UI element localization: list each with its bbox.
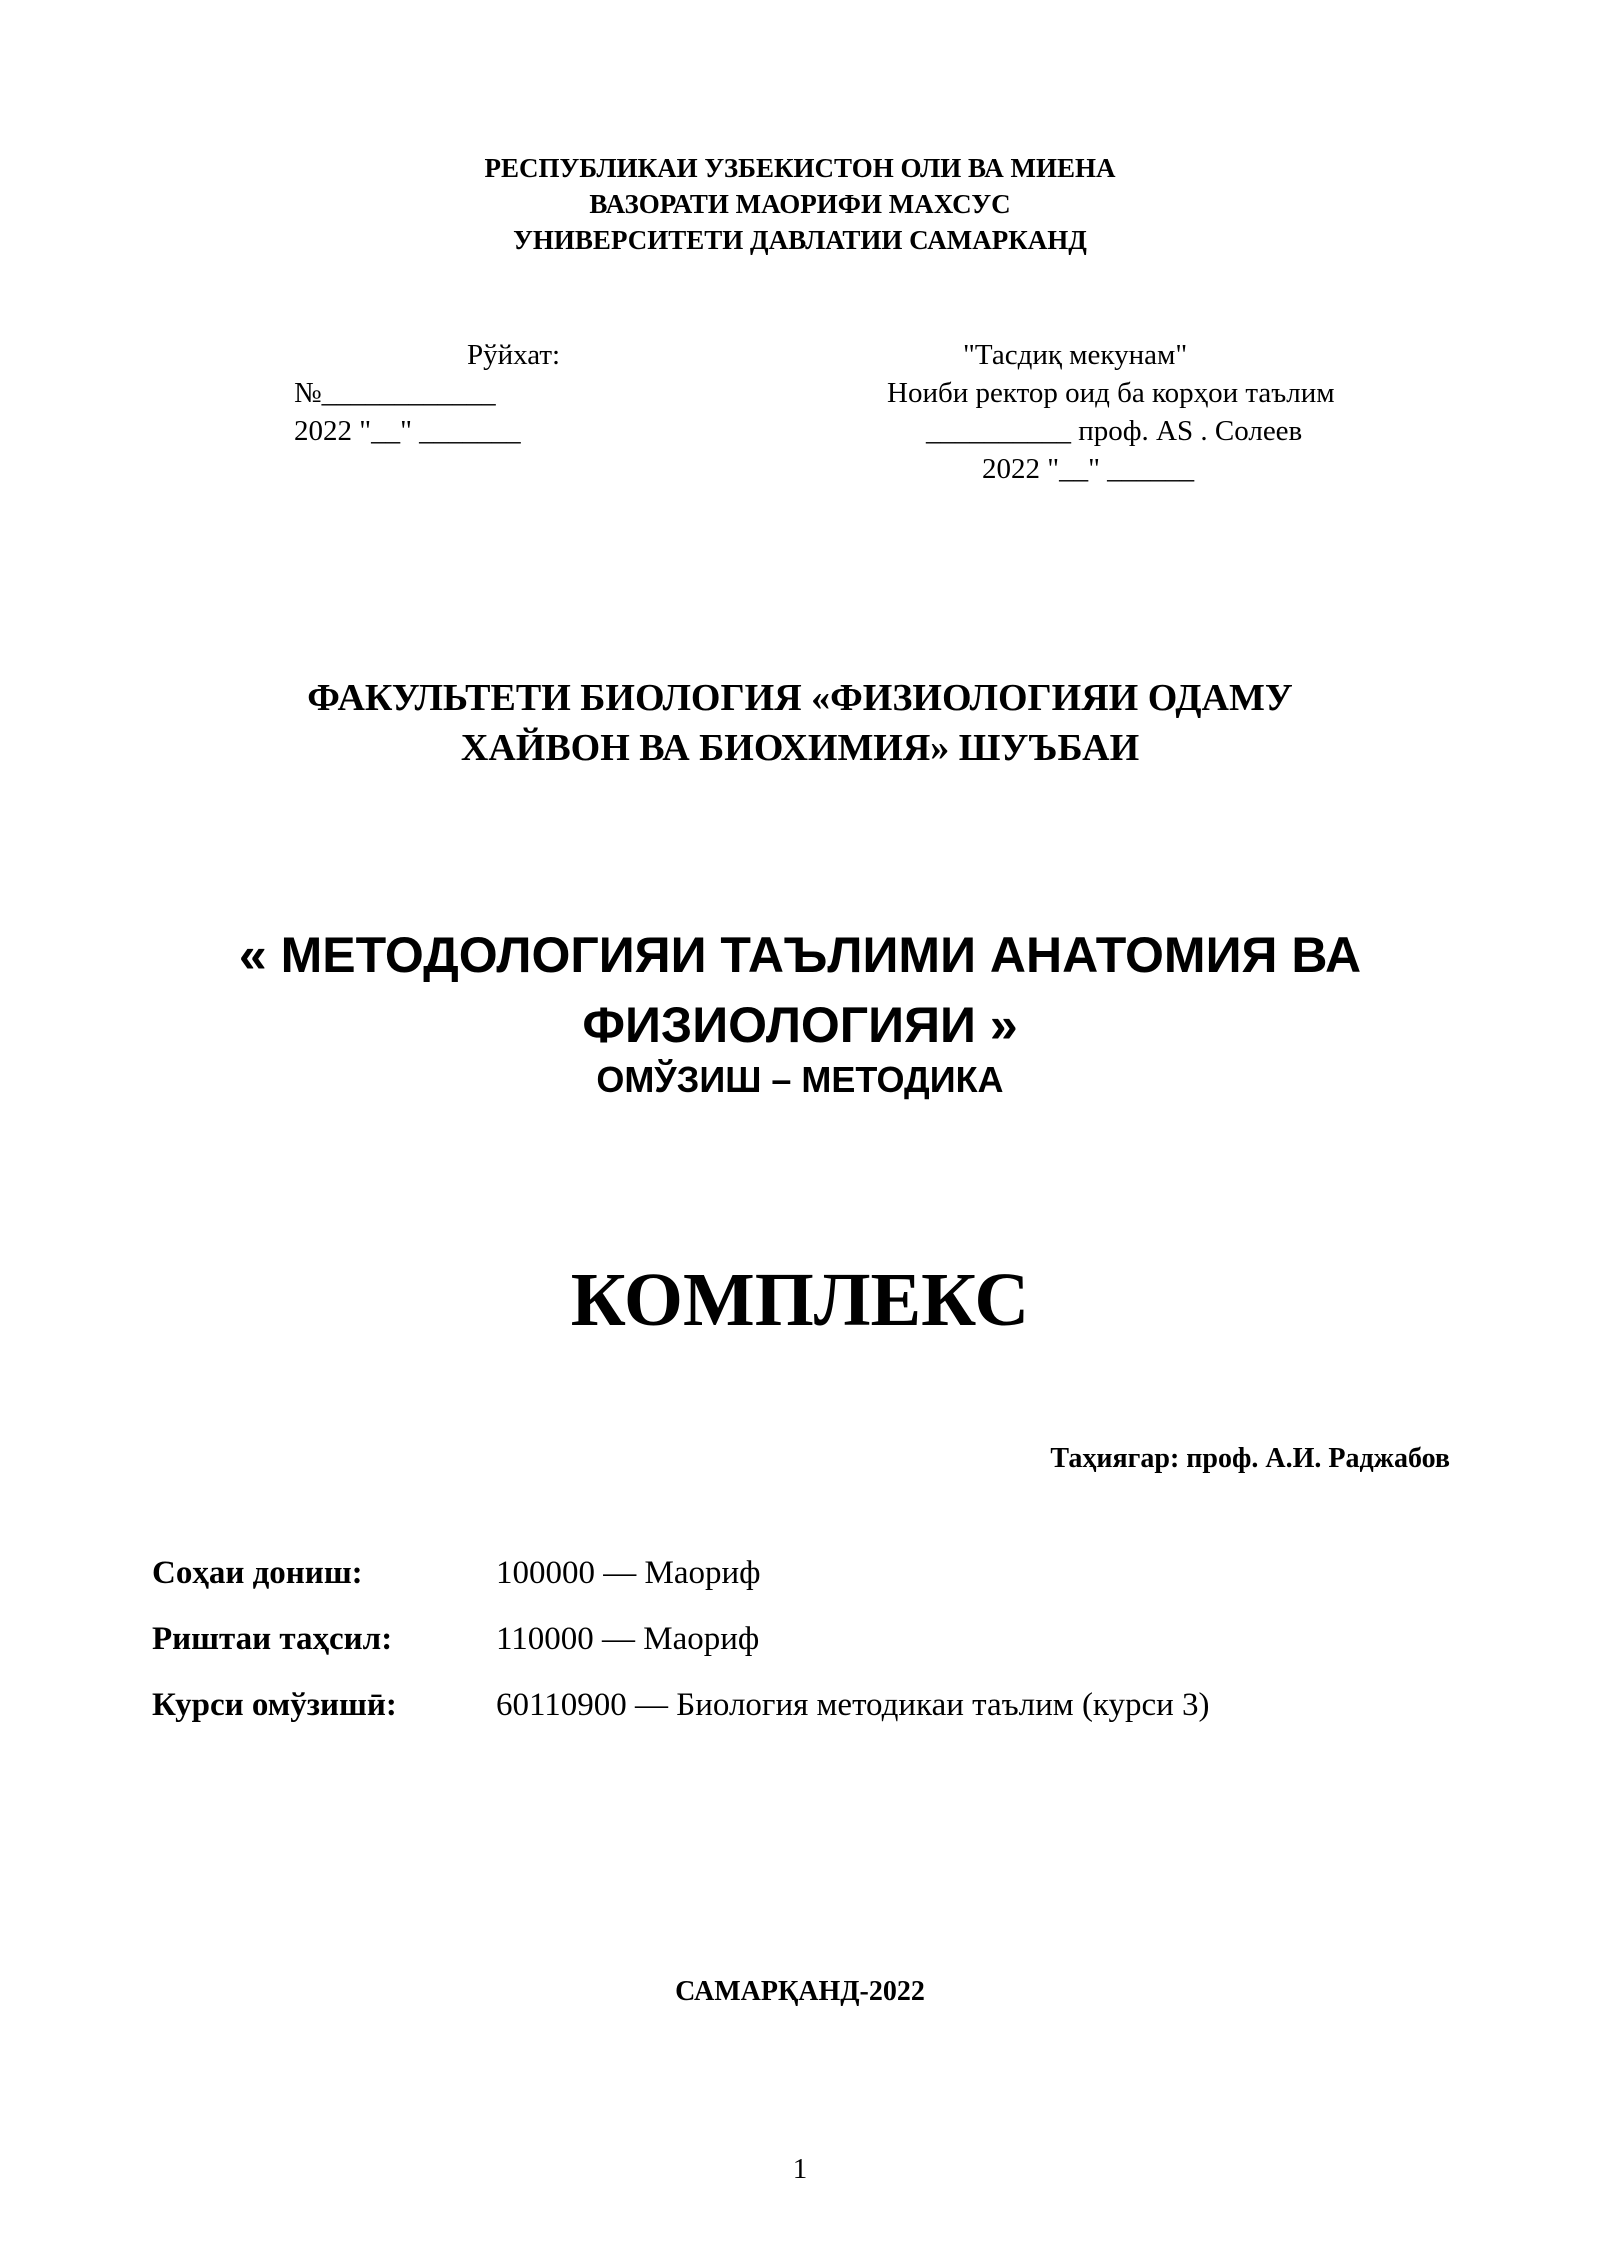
registration-number: №____________ <box>294 377 496 409</box>
detail-value-direction: 110000 — Маориф <box>496 1621 760 1657</box>
detail-value-field: 100000 — Маориф <box>496 1555 761 1591</box>
detail-label-course: Курси омўзишӣ: <box>152 1687 397 1723</box>
approval-signature: __________ проф. AS . Солеев <box>926 415 1303 447</box>
course-title-line-1: « МЕТОДОЛОГИЯИ ТАЪЛИМИ АНАТОМИЯ ВА <box>238 927 1362 983</box>
faculty-line-1: ФАКУЛЬТЕТИ БИОЛОГИЯ «ФИЗИОЛОГИЯИ ОДАМУ <box>307 677 1293 719</box>
page-number: 1 <box>792 2153 808 2185</box>
course-title-line-2: ФИЗИОЛОГИЯИ » <box>582 997 1018 1053</box>
city-year: САМАРҚАНД-2022 <box>675 1976 925 2007</box>
detail-label-direction: Риштаи таҳсил: <box>152 1621 393 1657</box>
detail-value-course: 60110900 — Биология методикаи таълим (курси 3) <box>496 1687 1210 1723</box>
approval-position: Ноиби ректор оид ба корҳои таълим <box>887 377 1335 409</box>
university-header-line: УНИВЕРСИТЕТИ ДАВЛАТИИ САМАРКАНД <box>513 225 1087 255</box>
ministry-header-line-1: РЕСПУБЛИКАИ УЗБЕКИСТОН ОЛИ ВА МИЕНА <box>484 153 1116 183</box>
registration-date: 2022 "__" _______ <box>294 415 521 447</box>
ministry-header-line-2: ВАЗОРАТИ МАОРИФИ МАХСУС <box>589 189 1011 219</box>
course-subtitle: ОМЎЗИШ – МЕТОДИКА <box>596 1059 1004 1100</box>
author-line: Таҳиягар: проф. А.И. Раджабов <box>1050 1443 1450 1474</box>
detail-label-field: Соҳаи дониш: <box>152 1555 363 1591</box>
faculty-line-2: ХАЙВОН ВА БИОХИМИЯ» ШУЪБАИ <box>460 727 1140 769</box>
main-title: КОМПЛЕКС <box>570 1258 1030 1342</box>
approval-date: 2022 "__" ______ <box>982 453 1195 485</box>
registration-title: Рўйхат: <box>467 339 561 371</box>
approval-title: "Тасдиқ мекунам" <box>963 339 1188 371</box>
